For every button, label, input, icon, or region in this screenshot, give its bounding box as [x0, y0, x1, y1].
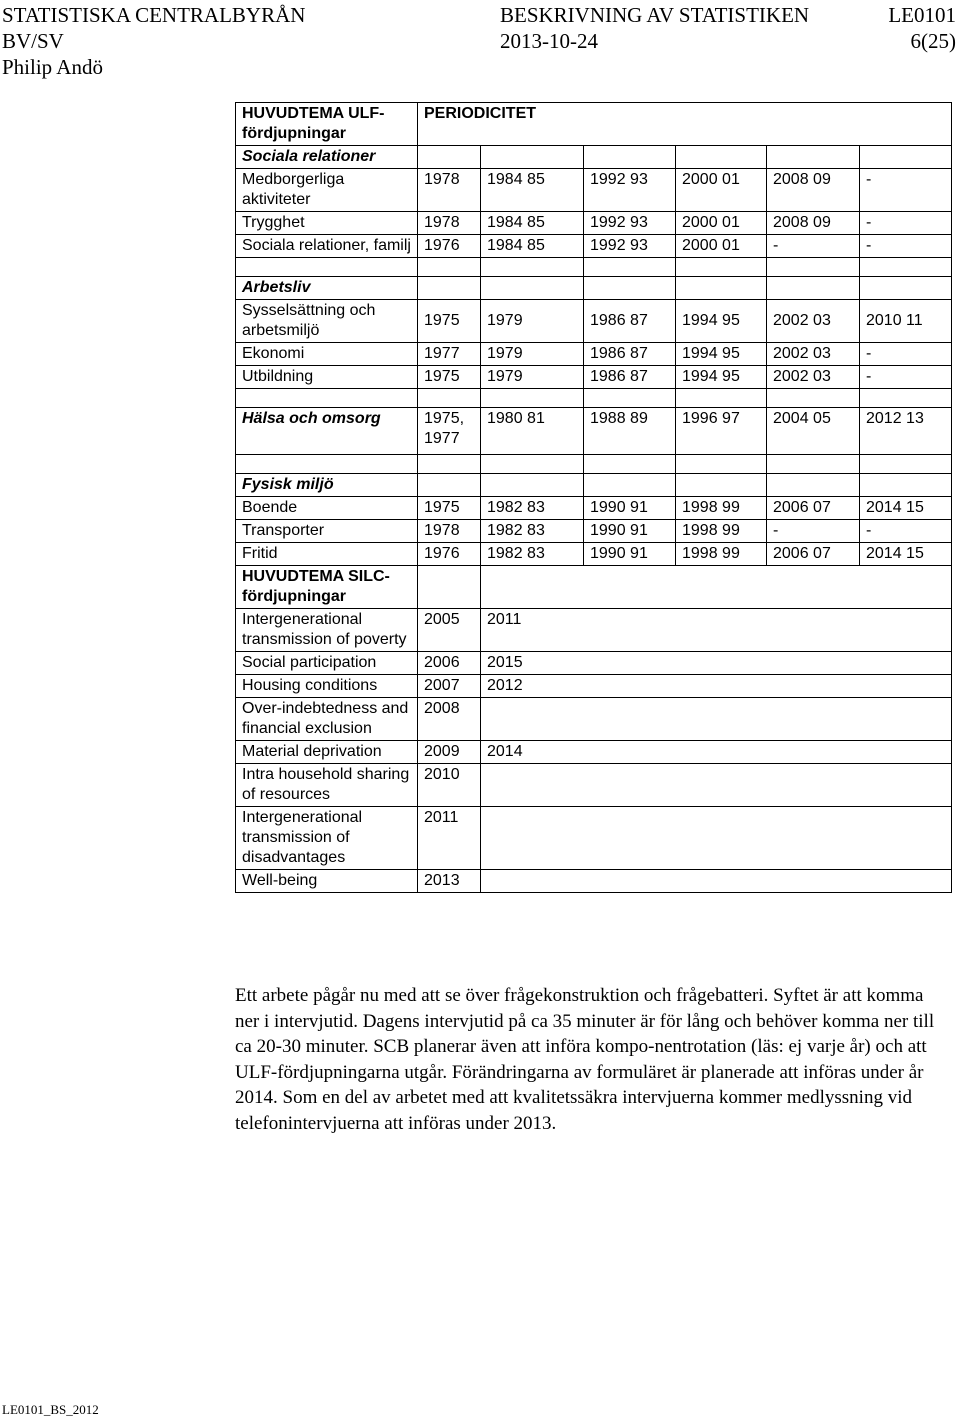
cell: 1980 81: [481, 408, 584, 455]
row-label: Social participation: [236, 652, 418, 675]
row-label: Intergenerational transmission of disadvantages: [236, 807, 418, 870]
cell: 2012 13: [860, 408, 952, 455]
cell: 1996 97: [676, 408, 767, 455]
cell: 1992 93: [584, 212, 676, 235]
cell: 2005: [418, 609, 481, 652]
period-header: PERIODICITET: [418, 103, 952, 146]
cell: 1994 95: [676, 366, 767, 389]
cell: 2009: [418, 741, 481, 764]
header-unit: BV/SV: [2, 29, 64, 53]
cell: 1979: [481, 366, 584, 389]
cell: 1988 89: [584, 408, 676, 455]
cell: 2006: [418, 652, 481, 675]
header-page: 6(25): [910, 29, 956, 53]
table-row: [236, 609, 952, 652]
cell: 1998 99: [676, 520, 767, 543]
cell: 1986 87: [584, 366, 676, 389]
cell: 1982 83: [481, 543, 584, 566]
section-title: Arbetsliv: [236, 277, 418, 300]
header-doc-title: BESKRIVNING AV STATISTIKEN: [500, 3, 810, 27]
cell: 2002 03: [767, 366, 860, 389]
cell: 1990 91: [584, 497, 676, 520]
cell: 2015: [481, 652, 952, 675]
cell: 1976: [418, 235, 481, 258]
cell: 2000 01: [676, 212, 767, 235]
row-label: Intra household sharing of resources: [236, 764, 418, 807]
table-row: [236, 343, 952, 366]
section-title: Hälsa och omsorg: [236, 408, 418, 455]
cell: 1975, 1977: [418, 408, 481, 455]
cell: 1977: [418, 343, 481, 366]
table-row: [236, 169, 952, 212]
cell: -: [767, 520, 860, 543]
cell: 2002 03: [767, 300, 860, 343]
cell: 1975: [418, 366, 481, 389]
header-org: STATISTISKA CENTRALBYRÅN: [2, 3, 306, 27]
cell: -: [860, 343, 952, 366]
cell: 1979: [481, 343, 584, 366]
cell: 1975: [418, 497, 481, 520]
cell: 1994 95: [676, 300, 767, 343]
section-row: [236, 474, 952, 497]
section-row: [236, 566, 952, 609]
cell: 1978: [418, 169, 481, 212]
cell: 1998 99: [676, 497, 767, 520]
cell: 2008: [418, 698, 481, 741]
page-header: [0, 2, 960, 80]
spacer-row: [236, 258, 952, 277]
table-row: [236, 675, 952, 698]
header-date: 2013-10-24: [500, 29, 598, 53]
cell: 2000 01: [676, 169, 767, 212]
cell: 2010 11: [860, 300, 952, 343]
row-label: Intergenerational transmission of poverty: [236, 609, 418, 652]
table-row: [236, 300, 952, 343]
row-label: Over-indebtedness and financial exclusion: [236, 698, 418, 741]
theme-header: HUVUDTEMA ULF-fördjupningar: [236, 103, 418, 146]
cell: 1976: [418, 543, 481, 566]
cell: 1998 99: [676, 543, 767, 566]
cell: 1975: [418, 300, 481, 343]
cell: 1986 87: [584, 343, 676, 366]
row-label: Boende: [236, 497, 418, 520]
cell: -: [860, 169, 952, 212]
header-author: Philip Andö: [2, 55, 103, 79]
table-row: [236, 870, 952, 893]
cell: 1982 83: [481, 497, 584, 520]
cell: 1984 85: [481, 212, 584, 235]
cell: 1984 85: [481, 169, 584, 212]
cell: 1994 95: [676, 343, 767, 366]
cell: 1990 91: [584, 520, 676, 543]
table-row: [236, 698, 952, 741]
row-label: Housing conditions: [236, 675, 418, 698]
table-row: [236, 807, 952, 870]
spacer-row: [236, 389, 952, 408]
table-row: [236, 741, 952, 764]
section-title: Fysisk miljö: [236, 474, 418, 497]
cell: 2011: [418, 807, 481, 870]
cell: 2004 05: [767, 408, 860, 455]
row-label: Well-being: [236, 870, 418, 893]
table-row: [236, 520, 952, 543]
periodicity-table: [235, 102, 952, 893]
cell: 2014 15: [860, 543, 952, 566]
page-footer: LE0101_BS_2012: [2, 1402, 99, 1417]
row-label: Transporter: [236, 520, 418, 543]
row-label: Fritid: [236, 543, 418, 566]
cell: 2002 03: [767, 343, 860, 366]
table-row: [236, 543, 952, 566]
cell: 2006 07: [767, 543, 860, 566]
table-row: [236, 212, 952, 235]
cell: -: [860, 235, 952, 258]
body-paragraph: Ett arbete pågår nu med att se över frågekonstruktion och frågebatteri. Syftet är att komma ner i intervjutid. Dagens intervjutid på ca 35 minuter är för lång och behöver komma ner till ca 20-30 minuter. SCB planerar även att införa kompo-nentrotation (läs: ej varje år) och att ULF-fördjupningarna utgår. Förändringarna av formuläret är planerade att införas under år 2014. Som en del av arbetet med att kvalitetssäkra intervjuerna kommer medlyssning vid telefonintervjuerna att införas under 2013.: [235, 985, 935, 1134]
row-label: Sociala relationer, familj: [236, 235, 418, 258]
cell: 1982 83: [481, 520, 584, 543]
cell: 1992 93: [584, 169, 676, 212]
table-row: [236, 652, 952, 675]
cell: 2007: [418, 675, 481, 698]
table-row: [236, 235, 952, 258]
row-label: Medborgerliga aktiviteter: [236, 169, 418, 212]
row-label: Utbildning: [236, 366, 418, 389]
row-label: Ekonomi: [236, 343, 418, 366]
cell: 2014: [481, 741, 952, 764]
table-row: [236, 764, 952, 807]
section-row: [236, 146, 952, 169]
table-row: [236, 497, 952, 520]
cell: -: [860, 520, 952, 543]
table-row: [236, 366, 952, 389]
cell: 1978: [418, 212, 481, 235]
cell: 1986 87: [584, 300, 676, 343]
cell: 1978: [418, 520, 481, 543]
cell: 2013: [418, 870, 481, 893]
cell: 2000 01: [676, 235, 767, 258]
cell: 2010: [418, 764, 481, 807]
cell: -: [767, 235, 860, 258]
cell: 2011: [481, 609, 952, 652]
cell: 2012: [481, 675, 952, 698]
table-header-row: [236, 103, 952, 146]
cell: 2008 09: [767, 169, 860, 212]
row-label: Material deprivation: [236, 741, 418, 764]
cell: -: [860, 366, 952, 389]
table-row: [236, 408, 952, 455]
header-doc-code: LE0101: [888, 3, 956, 27]
cell: 1984 85: [481, 235, 584, 258]
row-label: Sysselsättning och arbetsmiljö: [236, 300, 418, 343]
cell: 2008 09: [767, 212, 860, 235]
cell: 2006 07: [767, 497, 860, 520]
cell: 1990 91: [584, 543, 676, 566]
cell: 1992 93: [584, 235, 676, 258]
row-label: Trygghet: [236, 212, 418, 235]
cell: -: [860, 212, 952, 235]
section-title: HUVUDTEMA SILC-fördjupningar: [236, 566, 418, 609]
section-title: Sociala relationer: [236, 146, 418, 169]
section-row: [236, 277, 952, 300]
spacer-row: [236, 455, 952, 474]
cell: 2014 15: [860, 497, 952, 520]
cell: 1979: [481, 300, 584, 343]
